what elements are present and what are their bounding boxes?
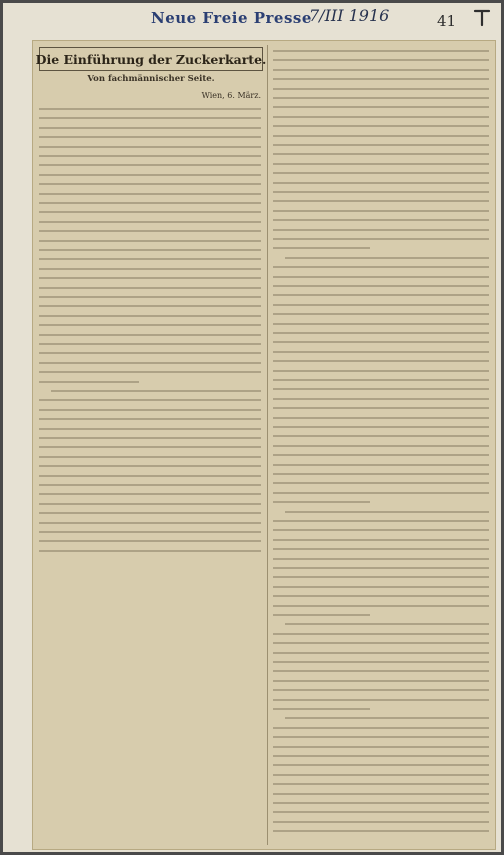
text-line-placeholder xyxy=(273,426,489,428)
text-line-placeholder xyxy=(39,352,261,354)
text-line-placeholder xyxy=(273,341,489,343)
text-line-placeholder xyxy=(273,529,489,531)
text-line-placeholder xyxy=(273,247,370,249)
text-line-placeholder xyxy=(285,257,489,259)
text-line-placeholder xyxy=(273,492,489,494)
text-line-placeholder xyxy=(273,699,489,701)
text-line-placeholder xyxy=(39,183,261,185)
text-line-placeholder xyxy=(273,78,489,80)
text-line-placeholder xyxy=(39,296,261,298)
text-line-placeholder xyxy=(39,522,261,524)
text-line-placeholder xyxy=(273,802,489,804)
text-line-placeholder xyxy=(273,783,489,785)
text-line-placeholder xyxy=(273,50,489,52)
handwritten-date: 7/III 1916 xyxy=(309,6,390,25)
text-line-placeholder xyxy=(39,164,261,166)
text-line-placeholder xyxy=(273,313,489,315)
text-line-placeholder xyxy=(273,398,489,400)
text-line-placeholder xyxy=(273,811,489,813)
text-line-placeholder xyxy=(39,362,261,364)
text-line-placeholder xyxy=(273,59,489,61)
text-line-placeholder xyxy=(273,464,489,466)
text-line-placeholder xyxy=(273,576,489,578)
text-line-placeholder xyxy=(39,428,261,430)
text-line-placeholder xyxy=(273,520,489,522)
text-line-placeholder xyxy=(273,605,489,607)
text-line-placeholder xyxy=(39,409,261,411)
text-line-placeholder xyxy=(39,512,261,514)
text-line-placeholder xyxy=(273,586,489,588)
text-line-placeholder xyxy=(285,623,489,625)
text-line-placeholder xyxy=(273,285,489,287)
left-column-text xyxy=(39,105,261,565)
text-line-placeholder xyxy=(273,539,489,541)
text-line-placeholder xyxy=(39,268,261,270)
text-line-placeholder xyxy=(273,595,489,597)
text-line-placeholder xyxy=(39,418,261,420)
text-line-placeholder xyxy=(273,379,489,381)
text-line-placeholder xyxy=(39,277,261,279)
text-line-placeholder xyxy=(39,343,261,345)
text-line-placeholder xyxy=(273,172,489,174)
text-line-placeholder xyxy=(39,465,261,467)
text-line-placeholder xyxy=(273,736,489,738)
newspaper-masthead: Neue Freie Presse xyxy=(151,9,312,27)
text-line-placeholder xyxy=(39,446,261,448)
text-line-placeholder xyxy=(39,258,261,260)
article-byline: Von fachmännischer Seite. xyxy=(87,74,215,84)
text-line-placeholder xyxy=(273,774,489,776)
text-line-placeholder xyxy=(39,531,261,533)
text-line-placeholder xyxy=(273,407,489,409)
text-line-placeholder xyxy=(273,323,489,325)
text-line-placeholder xyxy=(273,567,489,569)
text-line-placeholder xyxy=(39,381,139,383)
text-line-placeholder xyxy=(273,182,489,184)
text-line-placeholder xyxy=(39,249,261,251)
text-line-placeholder xyxy=(273,360,489,362)
text-line-placeholder xyxy=(273,125,489,127)
text-line-placeholder xyxy=(273,708,370,710)
text-line-placeholder xyxy=(273,482,489,484)
right-column-text xyxy=(273,47,489,843)
text-line-placeholder xyxy=(273,219,489,221)
text-line-placeholder xyxy=(273,435,489,437)
text-line-placeholder xyxy=(273,548,489,550)
text-line-placeholder xyxy=(273,97,489,99)
article-title: Die Einführung der Zuckerkarte. xyxy=(39,47,263,71)
text-line-placeholder xyxy=(273,163,489,165)
text-line-placeholder xyxy=(39,146,261,148)
text-line-placeholder xyxy=(273,191,489,193)
text-line-placeholder xyxy=(273,746,489,748)
text-line-placeholder xyxy=(39,136,261,138)
text-line-placeholder xyxy=(273,755,489,757)
text-line-placeholder xyxy=(273,558,489,560)
text-line-placeholder xyxy=(285,511,489,513)
text-line-placeholder xyxy=(39,174,261,176)
text-line-placeholder xyxy=(285,717,489,719)
text-line-placeholder xyxy=(273,200,489,202)
text-line-placeholder xyxy=(39,503,261,505)
text-line-placeholder xyxy=(273,417,489,419)
text-line-placeholder xyxy=(273,153,489,155)
text-line-placeholder xyxy=(39,127,261,129)
text-line-placeholder xyxy=(273,614,370,616)
text-line-placeholder xyxy=(39,230,261,232)
text-line-placeholder xyxy=(273,661,489,663)
text-line-placeholder xyxy=(273,229,489,231)
archive-number: 41 xyxy=(437,12,457,30)
text-line-placeholder xyxy=(273,642,489,644)
text-line-placeholder xyxy=(39,371,261,373)
column-divider xyxy=(267,45,268,845)
text-line-placeholder xyxy=(273,670,489,672)
text-line-placeholder xyxy=(273,652,489,654)
text-line-placeholder xyxy=(273,276,489,278)
text-line-placeholder xyxy=(273,445,489,447)
text-line-placeholder xyxy=(39,399,261,401)
text-line-placeholder xyxy=(273,821,489,823)
text-line-placeholder xyxy=(273,88,489,90)
text-line-placeholder xyxy=(51,390,261,392)
text-line-placeholder xyxy=(39,540,261,542)
text-line-placeholder xyxy=(273,332,489,334)
text-line-placeholder xyxy=(273,304,489,306)
text-line-placeholder xyxy=(39,221,261,223)
text-line-placeholder xyxy=(273,830,489,832)
text-line-placeholder xyxy=(273,351,489,353)
text-line-placeholder xyxy=(273,689,489,691)
text-line-placeholder xyxy=(273,144,489,146)
article-dateline: Wien, 6. März. xyxy=(201,91,261,100)
text-line-placeholder xyxy=(39,484,261,486)
text-line-placeholder xyxy=(273,501,370,503)
text-line-placeholder xyxy=(273,727,489,729)
text-line-placeholder xyxy=(273,135,489,137)
text-line-placeholder xyxy=(39,193,261,195)
text-line-placeholder xyxy=(39,211,261,213)
text-line-placeholder xyxy=(39,287,261,289)
text-line-placeholder xyxy=(273,69,489,71)
text-line-placeholder xyxy=(273,454,489,456)
text-line-placeholder xyxy=(273,210,489,212)
text-line-placeholder xyxy=(273,116,489,118)
text-line-placeholder xyxy=(39,117,261,119)
text-line-placeholder xyxy=(273,388,489,390)
text-line-placeholder xyxy=(273,238,489,240)
text-line-placeholder xyxy=(39,240,261,242)
text-line-placeholder xyxy=(273,764,489,766)
text-line-placeholder xyxy=(39,305,261,307)
text-line-placeholder xyxy=(273,633,489,635)
archive-sheet xyxy=(3,3,501,852)
text-line-placeholder xyxy=(39,202,261,204)
text-line-placeholder xyxy=(39,108,261,110)
text-line-placeholder xyxy=(273,294,489,296)
text-line-placeholder xyxy=(39,315,261,317)
text-line-placeholder xyxy=(273,266,489,268)
text-line-placeholder xyxy=(273,793,489,795)
archive-mark-icon xyxy=(472,7,492,27)
text-line-placeholder xyxy=(39,456,261,458)
newspaper-clipping xyxy=(33,41,495,849)
text-line-placeholder xyxy=(39,334,261,336)
text-line-placeholder xyxy=(39,437,261,439)
text-line-placeholder xyxy=(273,370,489,372)
text-line-placeholder xyxy=(39,155,261,157)
text-line-placeholder xyxy=(273,680,489,682)
text-line-placeholder xyxy=(39,493,261,495)
text-line-placeholder xyxy=(273,473,489,475)
text-line-placeholder xyxy=(39,550,261,552)
text-line-placeholder xyxy=(39,324,261,326)
text-line-placeholder xyxy=(273,106,489,108)
text-line-placeholder xyxy=(39,475,261,477)
